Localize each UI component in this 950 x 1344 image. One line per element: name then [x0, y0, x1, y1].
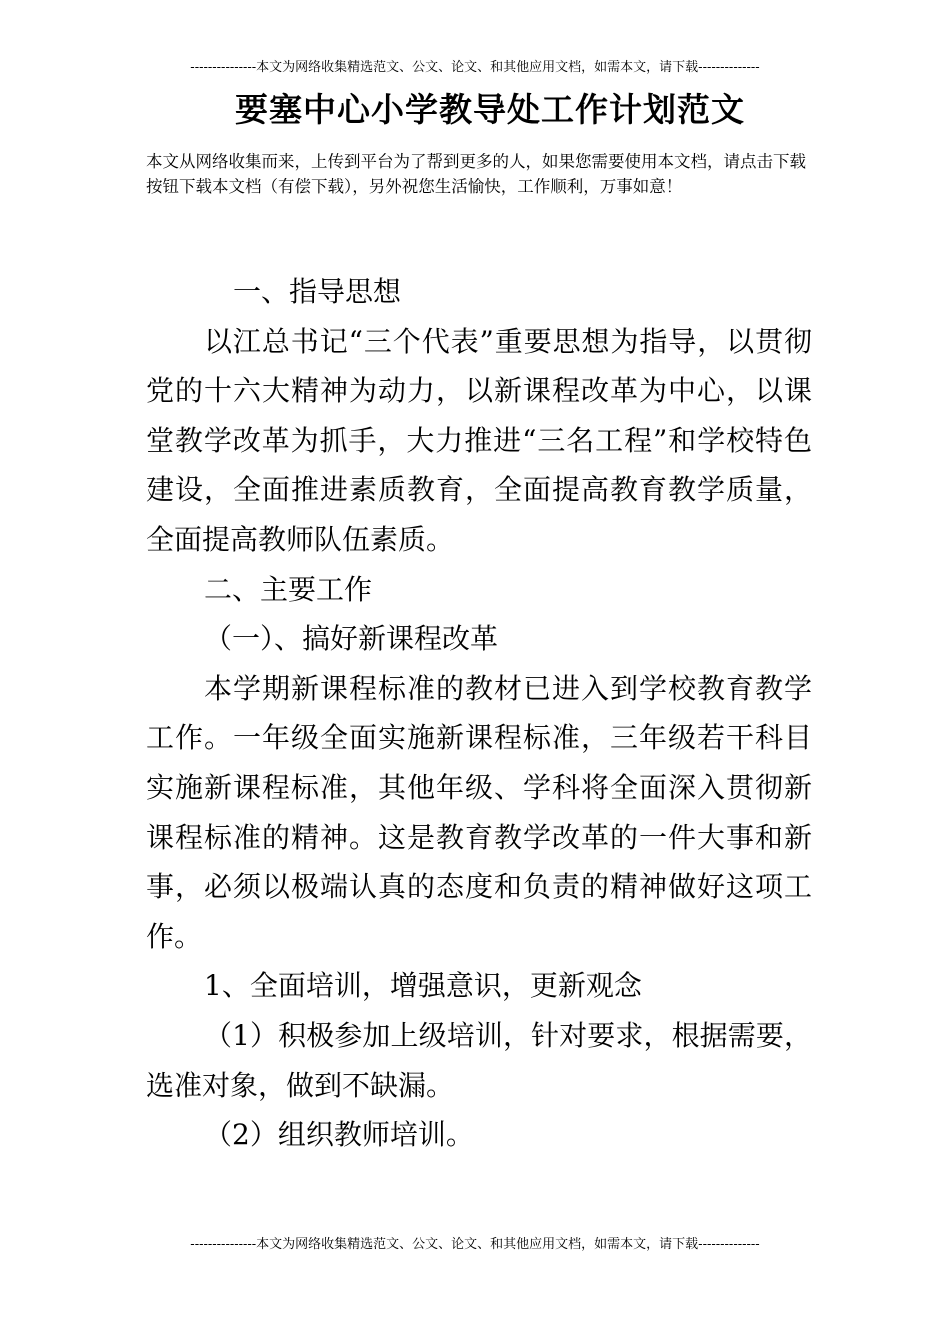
paragraph-guiding-ideology: 以江总书记“三个代表”重要思想为指导，以贯彻党的十六大精神为动力，以新课程改革为中心，以课堂教学改革为抓手，大力推进“三名工程”和学校特色建设，全面推进素质教育，全面提高教育教学质量，全面提高教师队伍素质。 [146, 324, 812, 556]
document-title: 要塞中心小学教导处工作计划范文 [235, 90, 745, 129]
header-banner: ---------------本文为网络收集精选范文、公文、论文、和其他应用文档，如需本文，请下载-------------- [190, 60, 760, 75]
section-heading-guiding-ideology: 一、指导思想 [233, 275, 402, 308]
footer-banner: ---------------本文为网络收集精选范文、公文、论文、和其他应用文档，如需本文，请下载-------------- [190, 1237, 760, 1252]
subsection-heading-curriculum-reform: （一）、搞好新课程改革 [204, 622, 499, 656]
paragraph-curriculum-reform: 本学期新课程标准的教材已进入到学校教育教学工作。一年级全面实施新课程标准，三年级若干科目实施新课程标准，其他年级、学科将全面深入贯彻新课程标准的精神。这是教育教学改革的一件大事和新事，必须以极端认真的态度和负责的精神做好这项工作。 [146, 671, 812, 953]
section-heading-main-work: 二、主要工作 [204, 572, 373, 606]
intro-notice: 本文从网络收集而来，上传到平台为了帮到更多的人，如果您需要使用本文档，请点击下载按钮下载本文档（有偿下载），另外祝您生活愉快，工作顺利，万事如意！ [146, 152, 806, 196]
list-item-training: 1、全面培训，增强意识，更新观念 [204, 969, 642, 1003]
list-item-training-2: （2）组织教师培训。 [204, 1118, 474, 1152]
list-item-training-1: （1）积极参加上级培训，针对要求，根据需要，选准对象，做到不缺漏。 [146, 1018, 812, 1102]
document-body [146, 267, 812, 1160]
